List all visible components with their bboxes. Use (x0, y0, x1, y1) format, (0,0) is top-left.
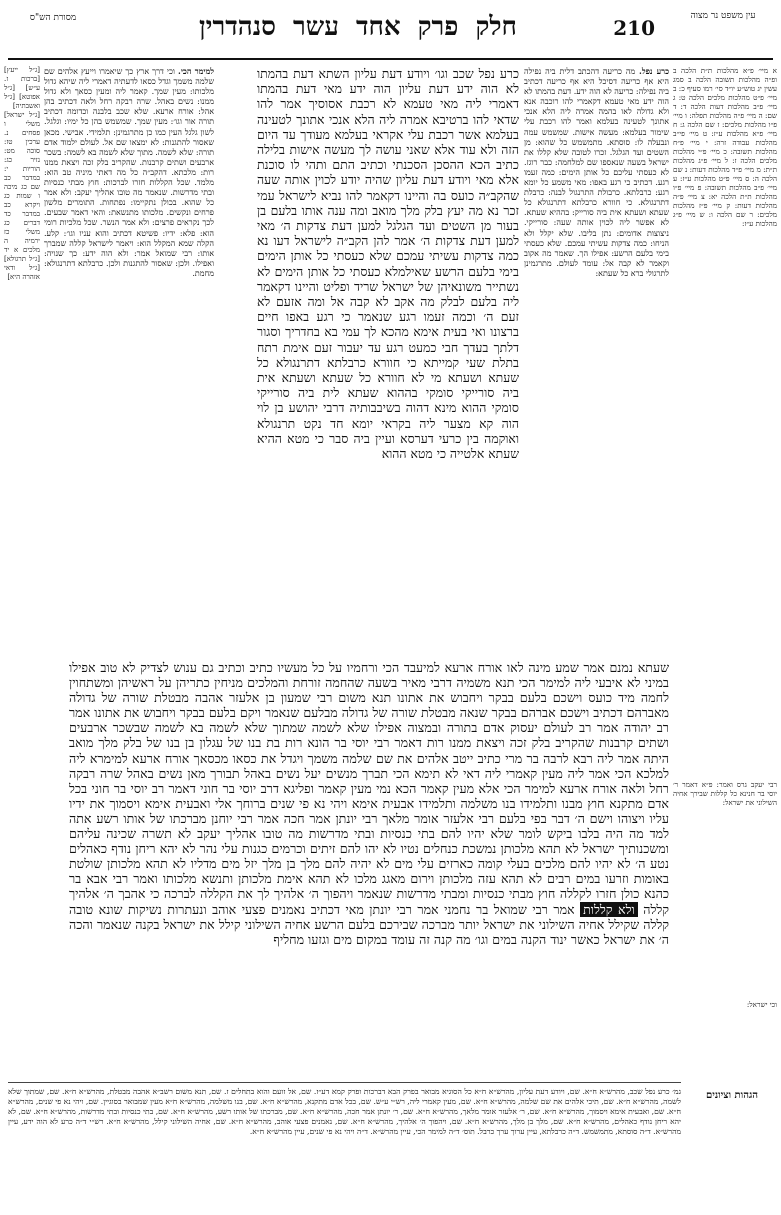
gemara-wide-text: שעתא נמנם אמר שמע מינה לאו אורח ארעא למיעבד הכי ורחמיו על כל מעשיו כתיב וכתיב גם ענוש לצדיק לא טוב אפילו במיני לא איבעי ליה למימר הכי תנא משמיה דרבי מאיר בשעה שהחמה זורחת והמלכים מניחין כתריהן על ראשיהן ומשתחוין לחמה מיד כועס וישכם בלעם בבקר ויחבוש את אתונו תנא משום רבי שמעון בן אלעזר אהבה מבטלת שורה של גדולה מאברהם דכתיב וישכם אברהם בבקר שנאה מבטלת שורה של גדולה מבלעם שנאמר ויקם בלעם בבקר ויחבוש את אתונו אמר רב יהודה אמר רב לעולם יעסוק אדם בתורה ובמצוה אפילו שלא לשמה שמתוך שלא לשמה בא לשמה שבשכר ארבעים ושתים קרבנות שהקריב בלק זכה ויצאת ממנו רות דאמר רבי יוסי בר הונא רות בת בנו של עגלון בן בנו של בלק מלך מואב היתה אמר ליה רבא לרבה בר מרי כתיב ייטב אלהים את שם שלמה משמך ויגדל את כסאו מכסאך אורח ארעא למימרא ליה למלכא הכי אמר ליה מעין קאמרי ליה דאי לא תימא הכי תברך מנשים יעל נשים באהל תבורך מאן נשים באהל שרה רבקה רחל ולאה אורח ארעא למימר הכי אלא מעין קאמר הכא נמי מעין קאמר ופליגא דרב יוסי בר חוני דאמר רב יוסי בר חוני בכל אדם מתקנא חוץ מבנו ותלמידו בנו משלמה ותלמידו אבעית אימא ויהי נא פי שנים ברוחך אלי ואבעית אימא ויסמוך את ידיו עליו ויצוהו וישם ה׳ דבר בפי בלעם רבי אלעזר אומר מלאך רבי יונתן אמר חכה אמר רבי יוחנן מברכתו של אותו רשע אתה למד מה היה בלבו ביקש לומר שלא יהיו להם בתי כנסיות ובתי מדרשות מה טובו אהליך יעקב לא תשרה שכינה עליהם ומשכנותיך ישראל לא תהא מלכותן נמשכת כנחלים נטיו לא יהו להם זיתים וכרמים כגנות עלי נהר לא יהא ריחן נודף כאהלים נטע ה׳ לא יהיו להם מלכים בעלי קומה כארזים עלי מים לא יהיה להם מלך בן מלך יזל מים מדליו לא תהא מלכותן שולטת באומות וזרעו במים רבים לא תהא עזה מלכותן וירום מאגג מלכו לא תהא אימת מלכותן ותנשא מלכותו ואמר רבי אבא בר כהנא כולן חזרו לקללה חוץ מבתי כנסיות ומבתי מדרשות שנאמר ויהפוך ה׳ אלהיך לך את הקללה לברכה כי אהבך ה׳ אלהיך קללה (69, 660, 669, 917)
highlighted-phrase: ולא קללות (580, 902, 638, 917)
glosses-and-references: גמ׳ כרע נפל שכב, מהרש״א ח״א. שם, ויודע דעת עליון, מהרש״א ח״א כל הסוגיא מבואר בפרק הבא דברכות ופרק קמא דע״ז. שם, אל זועם והוא בתחלים ז. שם, תנא משום רשב״א אהבה מבטלת, מהרש״א ח״א. שם, שמתוך שלא לשמה, מהרש״א ח״א. שם, תיכי אלהים את שם שלמה, מהרש״א ח״א. שם, מעין קאמרי ליה, רש״י ע״ש. שם, בכל אדם מתקנא, מהרש״א ח״א. שם, בנו משלמה, מהרש״א ח״א מעין שמבואר בסוגיין. שם, ויהי נא פי שנים, מהרש״א ח״א. שם, ואבעית אימא ויסמוך, מהרש״א ח״א. שם, ר׳ אלעזר אומר מלאך, מהרש״א ח״א. שם, ר׳ יונתן אמר חכה, מהרש״א ח״א. שם, מברכתו של אותו רשע, מהרש״א ח״א. שם, בתי כנסיות ובתי מדרשות, מהרש״א ח״א. שם, לא יהא ריחן נודף כאהלים, מהרש״א ח״א. שם, מלך בן מלך, מהרש״א ח״א. שם, ויהפוך ה׳ אלהיך, מהרש״א ח״א. שם, נאמנים פצעי אוהב, מהרש״א ח״א. שם, אחיה השילוני קילל, מהרש״א ח״א. רש״י ד״ה כרע לא הוה ידע, עיין מהרש״א. ד״ה סוסתא, מתמשמש. ד״ה כרבלתא, עיין ערוך ערך כרבל. תוס׳ ד״ה למימר הכי, עיין מהרש״א. ד״ה ויהי נא פי שנים, עיין מהרש״א ח״א. (8, 1082, 681, 1209)
tosafot-lead-word: למימר הכי. (178, 66, 214, 76)
page-title: חלק פרק אחד עשר סנהדרין (199, 12, 517, 42)
tosafot-text: וכי דרך ארץ כך שיאמרו וייעץ אלהים שם שלמה משמך וגדל כסאו לדעתיה דאמרי ליה שיהא גדול מלכותו: מעין שמך. קאמר ליה ומעין כסאך ולא גדול ממנו: נשים באהל. שרה רבקה רחל ולאה דכתיב בהן אהל: אורח ארעא. שלא שכב בלבנה וכדומה דכתיב תורה אור וגו׳: מעין שמך. שמשמש בהן כל ימיו: וגלגל. לשון גלגל העין כמו כן מתרגמינן: תלמידי. אבישי. מכאן שאסור להתגנות: לא ימצאו שם אל. לעולם ילמוד אדם תורה: שלא לשמה. מתוך שלא לשמה בא לשמה: בשכר ארבעים ושתים קרבנות. שהקריב בלק זכה ויצאת ממנו רות: מלכתא. דהקב״ה כל מה דאתי מיניה טב הוא: מלמד. שכל הקללות חזרו לברכות: חוץ מבתי כנסיות ובתי מדרשות. שנאמר מה טובו אהליך יעקב: ולא אמר כל שהוא. בכולן נתקיימו: נפתחות. התומרים מלשון פרחים ונקשים. מלכותו מתנשאת: והאי דאמר שבעים. לכך נקראים פרצים: ולא אמר הנשר. שכל מלכיות רומי הוא: פלא: ידיו: פשיטא דכתיב והוא עניו וגו׳: קלע. הקלה שמא המקלל הוא: ויאמר לישראל קללה שמברך אותו: רבי שמואל אמר: ולא הוה ידע: כך שנויה: ואפילו. ולכן: שאסור להתגנות ולכן. כרבלתא דתרנגולא: מחמת. (44, 67, 214, 278)
tosafot-commentary (44, 66, 214, 656)
mesoret-hashas-label: מסורת הש"ס (29, 13, 77, 23)
rashi-commentary (524, 66, 669, 656)
rashi-text: מה כריעה דהכתב דלית ביה נפילה היא אף כריעה דסיכל היא אף כריעה דכתיב ביה נפילה: כריעה לא הוה ידע. דעת בהמתו לא הוה ידע מאי טעמא דקאמרי להו רוכבה אנא ולא גדולה לאו בהמה אמרה ליה הלא אנכי אתונך לטעינה בעלמא ואמר להו רכבת עלי שימור בעלמא: מעשה אישות. שמשמש עמה ונבעלה לו: סוסתא. מתמשמש כל שהוא: מן השטים ועד הגלגל. זכרו לטובה שלא קללו את ישראל בשעה שנאספו שם למלחמה: כבר רוגז. לא כעסתי עליכם כל אותן הימים: כמה זעמו רגע. דכתיב כי רגע באפו: מאי משמע כל יומא רגע: כרבלתא. כרבולת התרנגול לבנה: כרבלת דתרנגולא. כי חוורא כרבלתא דתרנגולא כל שעתא ושעתא אית ביה סורייק: בההיא שעתא. לא אפשר ליה לכוין אותה שעה: סורייקי. ניצוצות אדומים: נתן בליבו. שלא יקלל ולא הניחו: כמה צדקות עשיתי עמכם. שלא כעסתי בימי בלעם הרשע: אפילו הך. שאמר מה אקוב וקאמר לא קבה אל: עומד לעולם. מתרגמינן לתרגולי ברא כל שעתא: (524, 67, 669, 278)
gemara-main-text-top: כרע נפל שכב וגו׳ ויודע דעת עליון השתא דעת בהמתו לא הוה ידע דעת עליון הוה ידע מאי דעת בהמתו דאמרי ליה מאי טעמא לא רכבת אסוסיך אמר להו שדאי להו ברטיבא אמרה ליה הלא אנכי אתונך לטעינה בעלמא אשר רכבת עלי אקראי בעלמא מעודך עד היום הזה ולא עוד אלא שאני עושה לך מעשה אישות בלילה כתיב הכא ההסכן הסכנתי וכתיב התם ותהי לו סוכנת אלא מאי ויודע דעת עליון שהיה יודע לכוין אותה שעה שהקב״ה כועס בה והיינו דקאמר להו נביא לישראל עמי זכר נא מה יעץ בלק מלך מואב ומה ענה אותו בלעם בן בעור מן השטים ועד הגלגל למען דעת צדקות ה׳ מאי למען דעת צדקות ה׳ אמר להן הקב״ה לישראל דעו נא כמה צדקות עשיתי עמכם שלא כעסתי כל אותן הימים בימי בלעם הרשע שאילמלא כעסתי כל אותן הימים לא נשתייר משונאיהן של ישראל שריד ופליט והיינו דקאמר ליה בלעם לבלק מה אקב לא קבה אל ומה אזעם לא זעם ה׳ וכמה זעמו רגע שנאמר כי רגע באפו חיים ברצונו ואי בעית אימא מהכא לך עמי בא בחדריך וסגור דלתך בעדך חבי כמעט רגע עד יעבור זעם אימת רתח בתלת שעי קמייתא כי חוורא כרבלתא דתרנגולא כל שעתא ושעתא מי לא חוורא כל שעתא ושעתא אית ביה סורייקי סומקי בההוא שעתא לית ביה סורייקי סומקי ההוא מינא דהוה בשיבבותיה דרבי יהושע בן לוי הוה קא מצער ליה בקראי יומא חד נקט תרנגולא ואוקמה בין כרעי דערסא ועיין ביה סבר כי מטא ההיא שעתא אלטייה כי מטא ההוא (257, 66, 519, 462)
gemara-main-text-wide (69, 660, 669, 1072)
mesoret-hashas-notes: [ג״ל ייעץ] [ברכות ז. ע״ש] [ג״ל אפוטא] [ג״ל ואשבתיה] [ג״ל ישראל] משלי ו פסחים נ. ערכין טז: סוכה מט: נזיר כג: הוריות י: במדבר כב שם כג מיכה ו שמות כג ויקרא כב במדבר כד דברים כג משלי כז ירמיה ה מלכים א יד [ג״ל תרגולא] [ג״ל ודאי אזהרה היא] (4, 66, 40, 281)
margin-note-variant-2: וכי ישראל: (746, 1000, 777, 1009)
gemara-wide-tail: אמר רבי שמואל בר נחמני אמר רבי יונתן מאי דכתיב נאמנים פצעי אוהב ונעתרות נשיקות שונא טובה קללה שקילל אחיה השילוני את ישראל יותר מברכה שבירכם בלעם הרשע אחיה השילוני קילל את ישראל בקנה שנאמר והכה ה׳ את ישראל כאשר ינוד הקנה במים וגו׳ מה קנה זה עומד במקום מים וגזעו מחליף (69, 901, 669, 947)
page-number: 210 (613, 16, 655, 40)
rashi-lead-word: כרע נפל. (639, 66, 669, 76)
ein-mishpat-label: עין משפט נר מצוה (690, 11, 756, 21)
ein-mishpat-notes: א מיי׳ פ״א מהלכות ת״ת הלכה ב ופ״ה מהלכות תשובה הלכה ב סמג עשין יג טוש״ע יו״ד סי׳ רמו סעיף כ: ב מיי׳ פ״ט מהלכות מלכים הלכה ט: ג מיי׳ פ״ב מהלכות דעות הלכה ד: ד שם: ה מיי׳ פ״ה מהלכות תפלה: ו מיי׳ פ״ו מהלכות מלכים: ז שם הלכה ג: ח מיי׳ פ״א מהלכות ע״ז: ט מיי׳ פי״ב מהלכות עבודה זרה: י מיי׳ פ״ח מהלכות תשובה: כ מיי׳ פ״י מהלכות מלכים הלכה ז: ל מיי׳ פ״ג מהלכות ת״ת: מ מיי׳ פ״ד מהלכות דעות: נ שם הלכה ה: ס מיי׳ פ״ט מהלכות ע״ז: ע מיי׳ פ״ב מהלכות תשובה: פ מיי׳ פ״ו מהלכות ת״ת הלכה יא: צ מיי׳ פ״ה מהלכות דעות: ק מיי׳ פ״ז מהלכות מלכים: ר שם הלכה ו: ש מיי׳ פ״ג מהלכות ע״ז: (673, 66, 777, 228)
page-header (8, 8, 773, 60)
glosses-label: הגהות וציונים (705, 1090, 759, 1101)
margin-note-variant: רבי יעקב גרס ואמר: פ״א דאמר ר׳ יוסי בר חנינא כל קללות שבירך אחיה השילוני את ישראל: (673, 780, 777, 807)
